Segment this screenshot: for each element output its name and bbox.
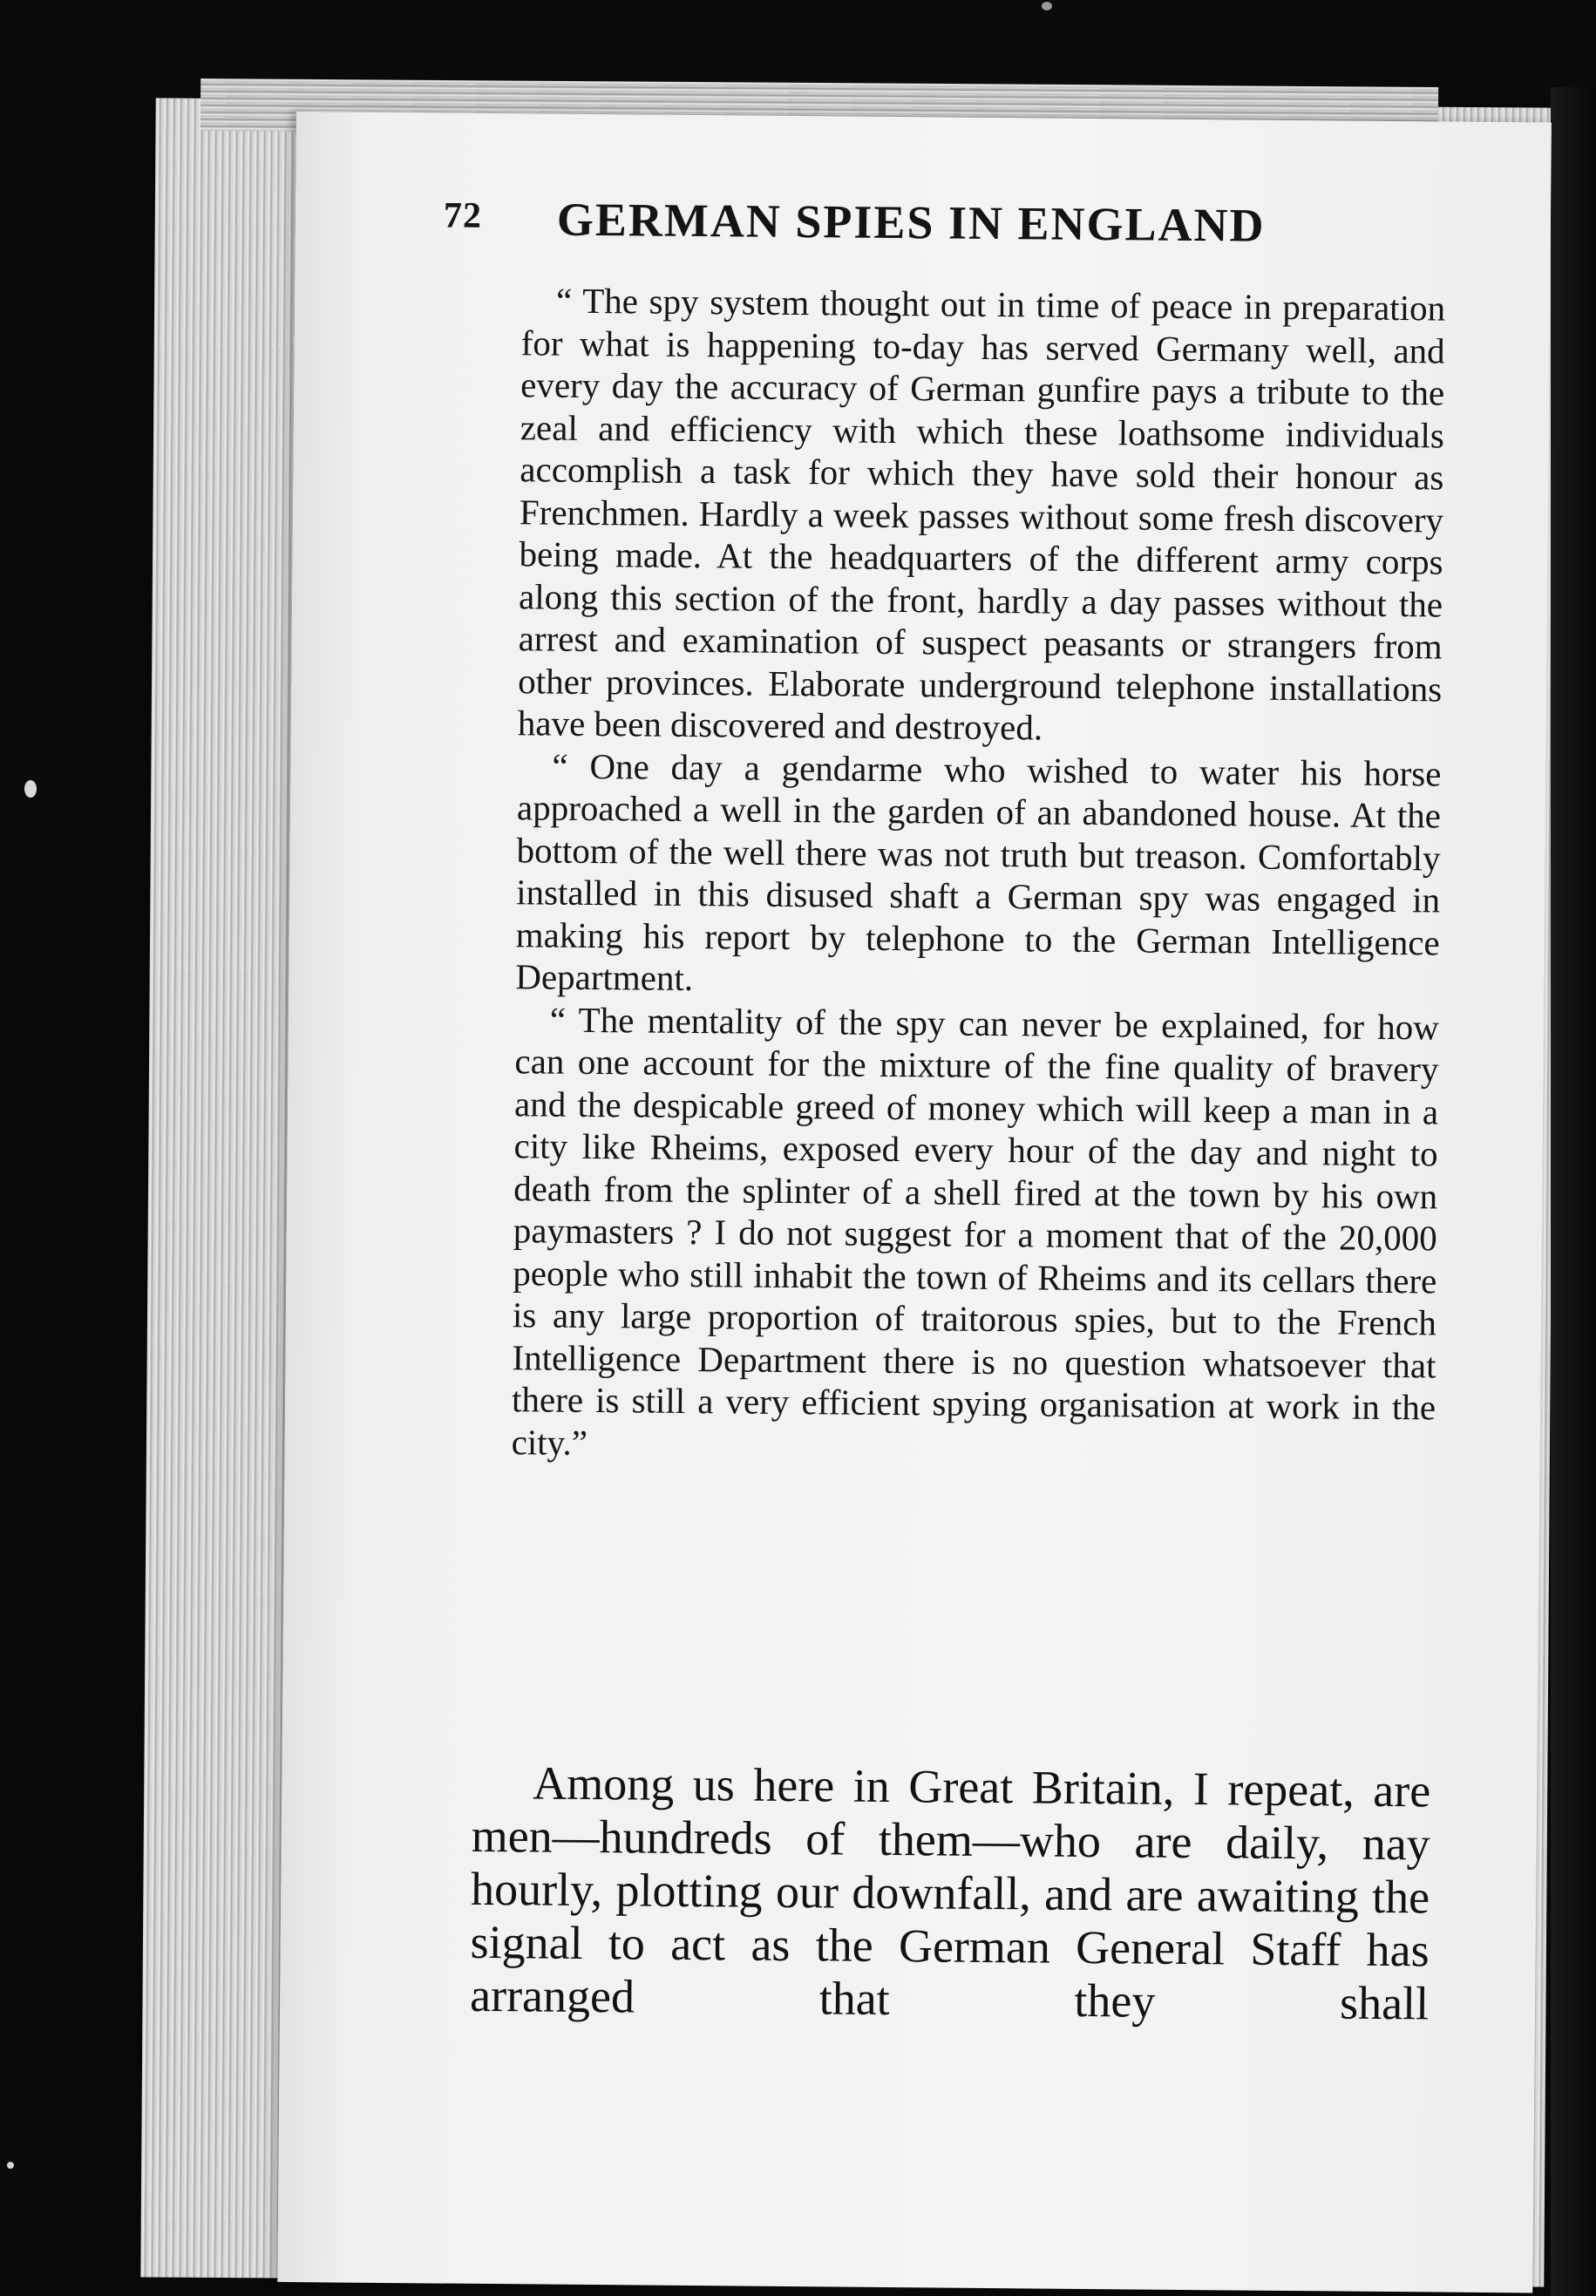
film-speck — [1042, 2, 1052, 10]
body-paragraph: Among us here in Great Britain, I repeat, are men—hundreds of them—who are daily, nay hourly, plotting our downfall, and are awaiting the signal to act as the German General Staff has arranged that they shall — [469, 1756, 1431, 2030]
main-text — [470, 1756, 1431, 2031]
running-title: GERMAN SPIES IN ENGLAND — [556, 193, 1266, 252]
film-speck — [24, 780, 37, 798]
book-page — [277, 112, 1552, 2293]
page-header — [444, 191, 1438, 269]
quote-paragraph: “ One day a gendarme who wished to water his horse approached a well in the garden of an abandoned house. At the bottom of the well there was not truth but treason. Comfortably installed in this disused shaft a German spy was engaged in making his report by telephone to the German Intelligence Department. — [515, 745, 1442, 999]
page-number: 72 — [443, 195, 483, 236]
film-speck — [7, 2162, 14, 2169]
quoted-passage — [511, 279, 1445, 1471]
quote-paragraph: “ The spy system thought out in time of peace in preparation for what is happening to-day has served Germany well, and every day the accuracy of German gunfire pays a tribute to the zeal and efficiency with which these loathsome individuals accomplish a task for which they have sold their honour as Frenchmen. Hardly a week passes without some fresh discovery being made. At the headquarters of the different army corps along this section of the front, hardly a day passes without the arrest and examination of suspect peasants or strangers from other provinces. Elaborate underground telephone installations have been discovered and destroyed. — [517, 280, 1446, 748]
book-spine-shadow — [1551, 87, 1596, 2296]
quote-paragraph: “ The mentality of the spy can never be explained, for how can one account for the mixture of the fine quality of bravery and the despicable greed of money which will keep a man in a city like Rheims, exposed every hour of the day and night to death from the splinter of a shell fired at the town by his own paymasters ? I do not suggest for a moment that of the 20,000 people who still inhabit the town of Rheims and its cellars there is any large proportion of traitorous spies, but to the French Intelligence Department there is no question whatsoever that there is still a very efficient spying organisation at work in the city.” — [511, 999, 1440, 1463]
